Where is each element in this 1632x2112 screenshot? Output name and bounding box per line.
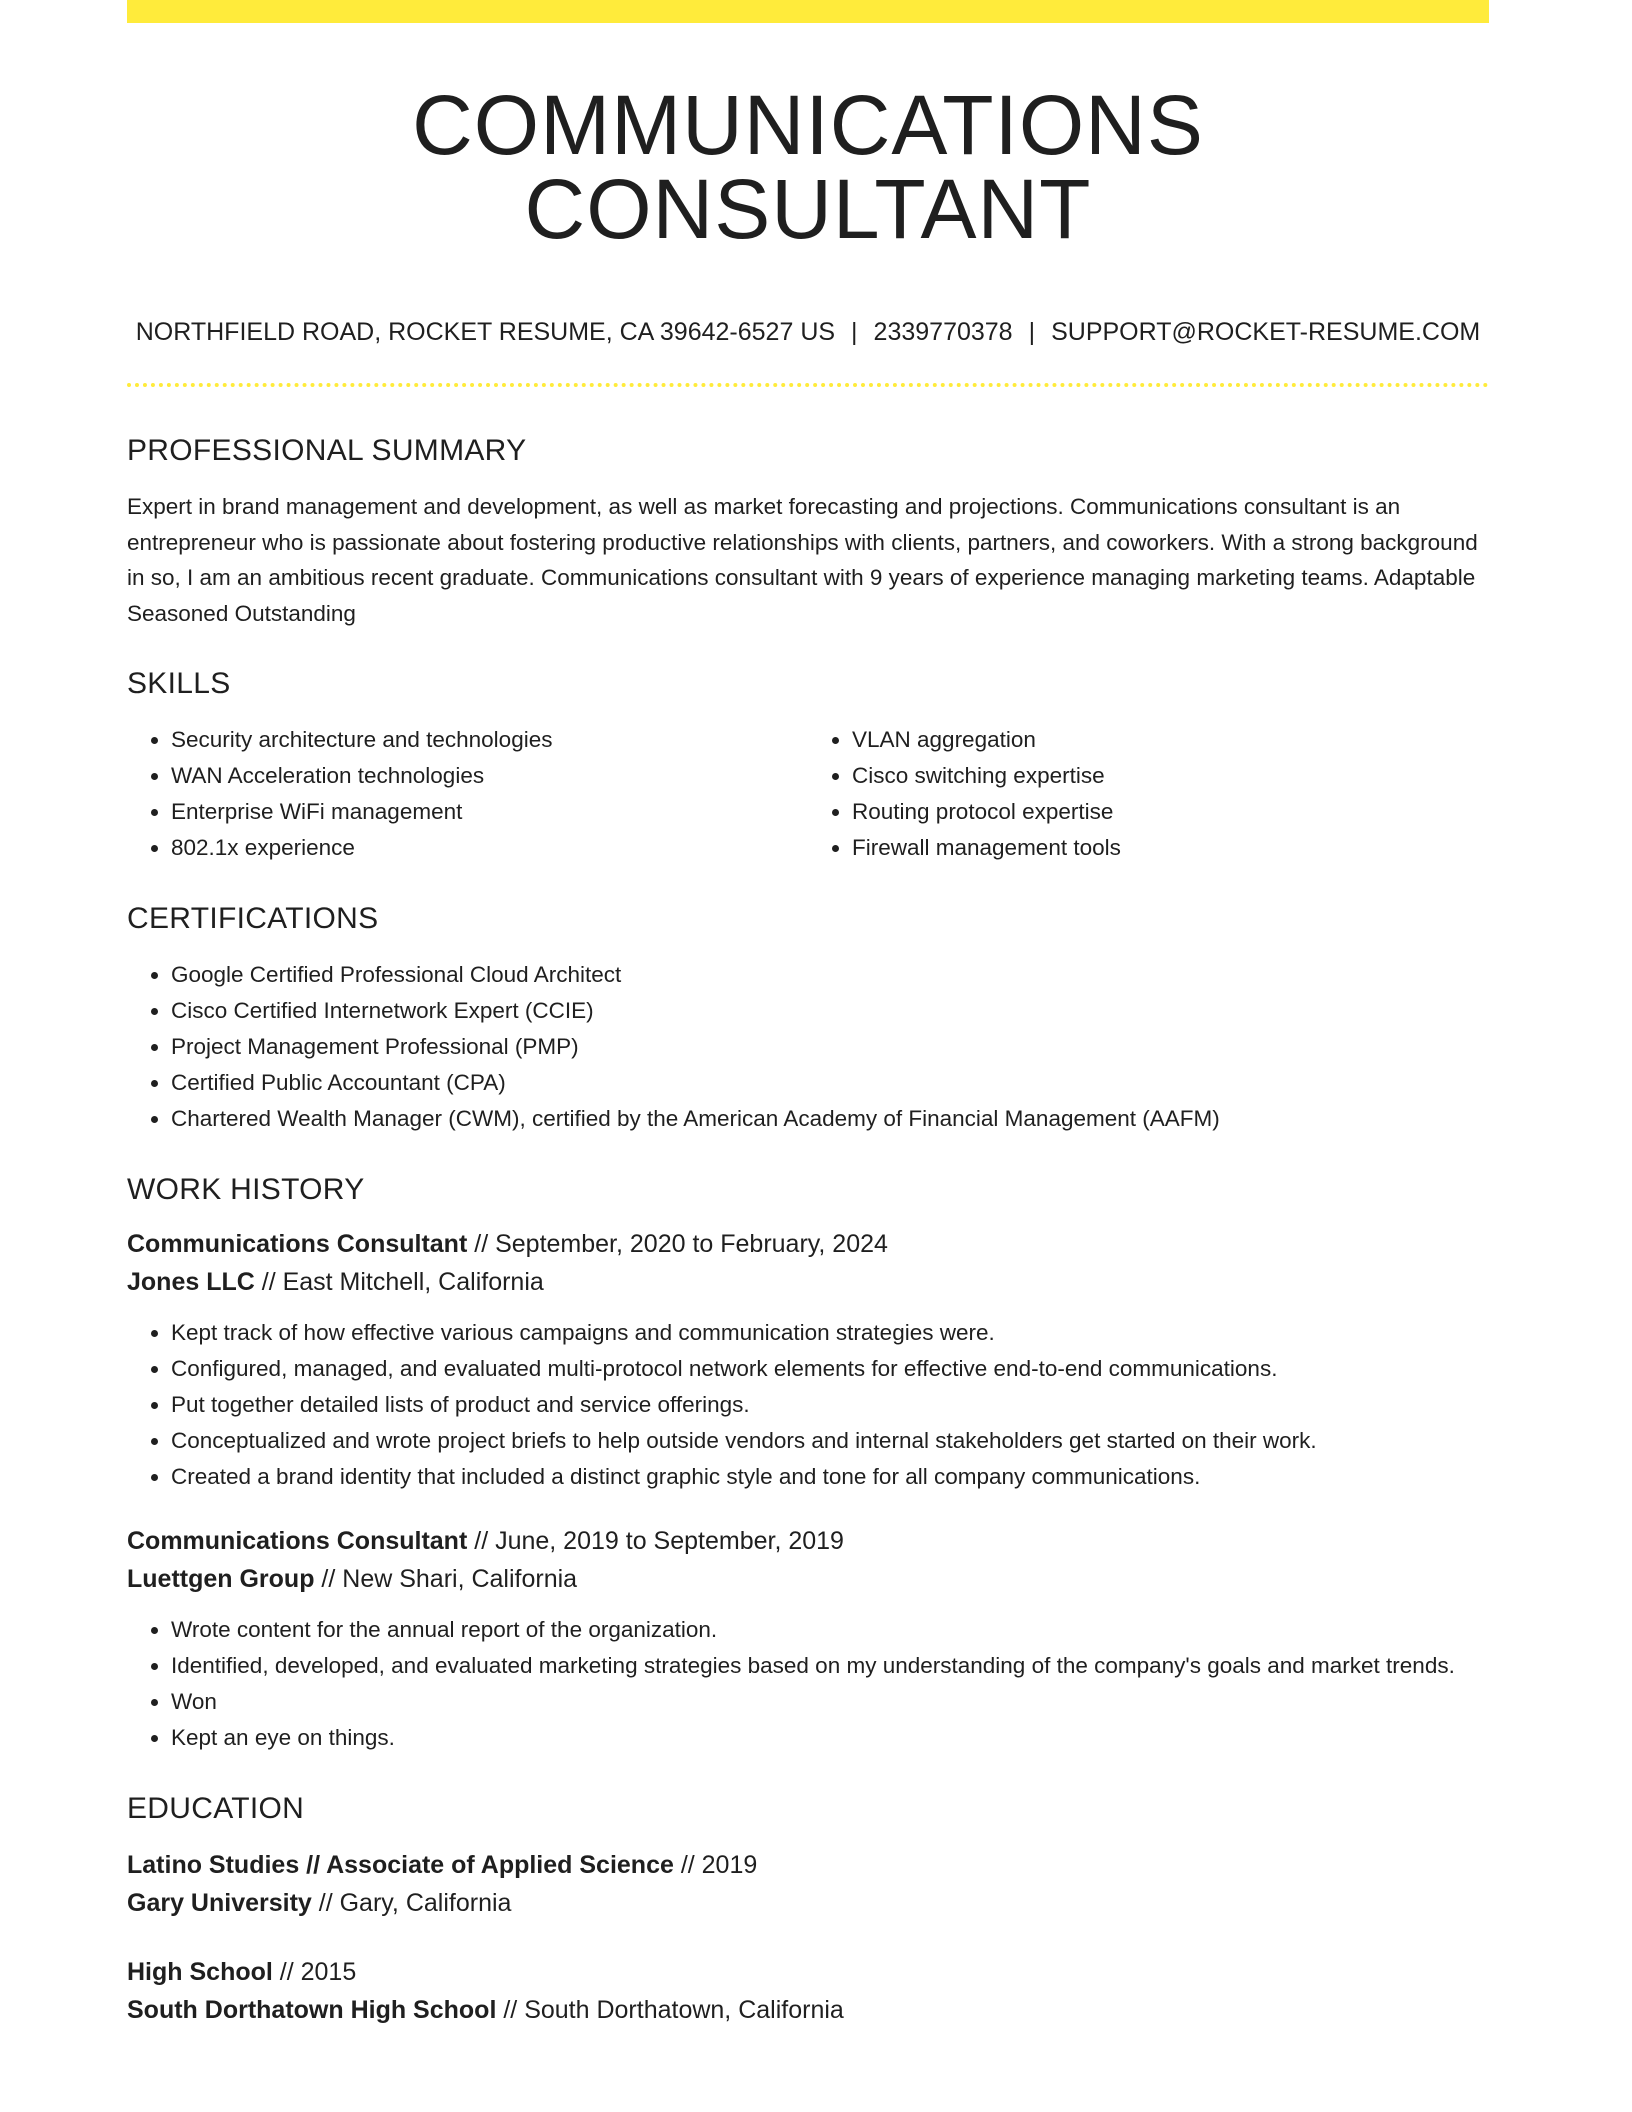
job-entry (127, 1522, 1489, 1756)
summary-text: Expert in brand management and development, as well as market forecasting and projections. Communications consultant is an entrepreneur who is passionate about fostering productive relationships with clients, partners, and coworkers. With a strong background in so, I am an ambitious recent graduate. Communications consultant with 9 years of experience managing marketing teams. Adaptable Seasoned Outstanding (127, 494, 1478, 626)
job-company-line (127, 1560, 1489, 1598)
contact-address: NORTHFIELD ROAD, ROCKET RESUME, CA 39642-6527 US (135, 318, 836, 346)
education-year: // 2019 (673, 1851, 758, 1879)
skills-column-right (808, 722, 1489, 866)
certification-item: • Certified Public Accountant (CPA) (171, 1065, 1489, 1101)
contact-separator: | (1028, 318, 1036, 346)
education-school: Gary University (127, 1889, 312, 1917)
job-bullet: • Kept an eye on things. (171, 1720, 1489, 1756)
contact-line (127, 320, 1489, 345)
education-degree-line (127, 1953, 1489, 1991)
job-title-line (127, 1225, 1489, 1263)
job-bullet: • Wrote content for the annual report of the organization. (171, 1612, 1489, 1648)
certifications-list (127, 957, 1489, 1137)
certification-item: • Cisco Certified Internetwork Expert (CCIE) (171, 993, 1489, 1029)
summary-heading: PROFESSIONAL SUMMARY (127, 434, 527, 467)
education-school: South Dorthatown High School (127, 1996, 497, 2024)
job-title-line (127, 1522, 1489, 1560)
skills-heading: SKILLS (127, 667, 231, 700)
job-bullet: • Configured, managed, and evaluated multi-protocol network elements for effective end-to-end communications. (171, 1351, 1489, 1387)
job-company: Jones LLC (127, 1268, 255, 1296)
job-bullet: • Identified, developed, and evaluated marketing strategies based on my understanding of the company's goals and market trends. (171, 1648, 1489, 1684)
job-title: Communications Consultant (127, 1527, 468, 1555)
skill-item: • Cisco switching expertise (852, 758, 1489, 794)
job-bullet: • Put together detailed lists of product and service offerings. (171, 1387, 1489, 1423)
job-bullet: • Conceptualized and wrote project briefs to help outside vendors and internal stakeholders get started on their work. (171, 1423, 1489, 1459)
job-title: Communications Consultant (127, 1230, 468, 1258)
contact-phone: 2339770378 (873, 318, 1013, 346)
contact-email: SUPPORT@ROCKET-RESUME.COM (1051, 318, 1481, 346)
education-entry (127, 1953, 1489, 2029)
skill-item: • Enterprise WiFi management (171, 794, 808, 830)
work-history-heading: WORK HISTORY (127, 1173, 365, 1206)
education-entry (127, 1846, 1489, 1922)
skill-item: • Routing protocol expertise (852, 794, 1489, 830)
job-bullet: • Kept track of how effective various campaigns and communication strategies were. (171, 1315, 1489, 1351)
dotted-divider (127, 383, 1489, 387)
job-dates: // June, 2019 to September, 2019 (467, 1527, 844, 1555)
skills-column-left (127, 722, 808, 866)
page-title: COMMUNICATIONS CONSULTANT (412, 78, 1204, 256)
skill-item: • Firewall management tools (852, 830, 1489, 866)
certification-item: • Google Certified Professional Cloud Architect (171, 957, 1489, 993)
skills-list (127, 722, 1489, 866)
education-degree: Latino Studies // Associate of Applied Science (127, 1851, 674, 1879)
job-company: Luettgen Group (127, 1565, 315, 1593)
certifications-heading: CERTIFICATIONS (127, 902, 379, 935)
job-entry (127, 1225, 1489, 1495)
job-bullets (127, 1612, 1489, 1756)
job-company-line (127, 1263, 1489, 1301)
skill-item: • 802.1x experience (171, 830, 808, 866)
certification-item: • Project Management Professional (PMP) (171, 1029, 1489, 1065)
job-bullet: • Created a brand identity that included a distinct graphic style and tone for all company communications. (171, 1459, 1489, 1495)
job-dates: // September, 2020 to February, 2024 (467, 1230, 888, 1258)
job-bullets (127, 1315, 1489, 1495)
education-school-line (127, 1991, 1489, 2029)
education-location: // Gary, California (311, 1889, 512, 1917)
job-bullet: • Won (171, 1684, 1489, 1720)
skill-item: • Security architecture and technologies (171, 722, 808, 758)
contact-separator: | (851, 318, 858, 346)
job-location: // New Shari, California (314, 1565, 578, 1593)
education-school-line (127, 1884, 1489, 1922)
top-accent-bar (127, 0, 1489, 23)
skill-item: • WAN Acceleration technologies (171, 758, 808, 794)
job-location: // East Mitchell, California (254, 1268, 544, 1296)
education-heading: EDUCATION (127, 1792, 305, 1825)
education-degree: High School (127, 1958, 273, 1986)
resume-page (127, 0, 1489, 2029)
skill-item: • VLAN aggregation (852, 722, 1489, 758)
education-degree-line (127, 1846, 1489, 1884)
education-location: // South Dorthatown, California (496, 1996, 844, 2024)
certification-item: • Chartered Wealth Manager (CWM), certified by the American Academy of Financial Management (AAFM) (171, 1101, 1489, 1137)
education-year: // 2015 (272, 1958, 357, 1986)
